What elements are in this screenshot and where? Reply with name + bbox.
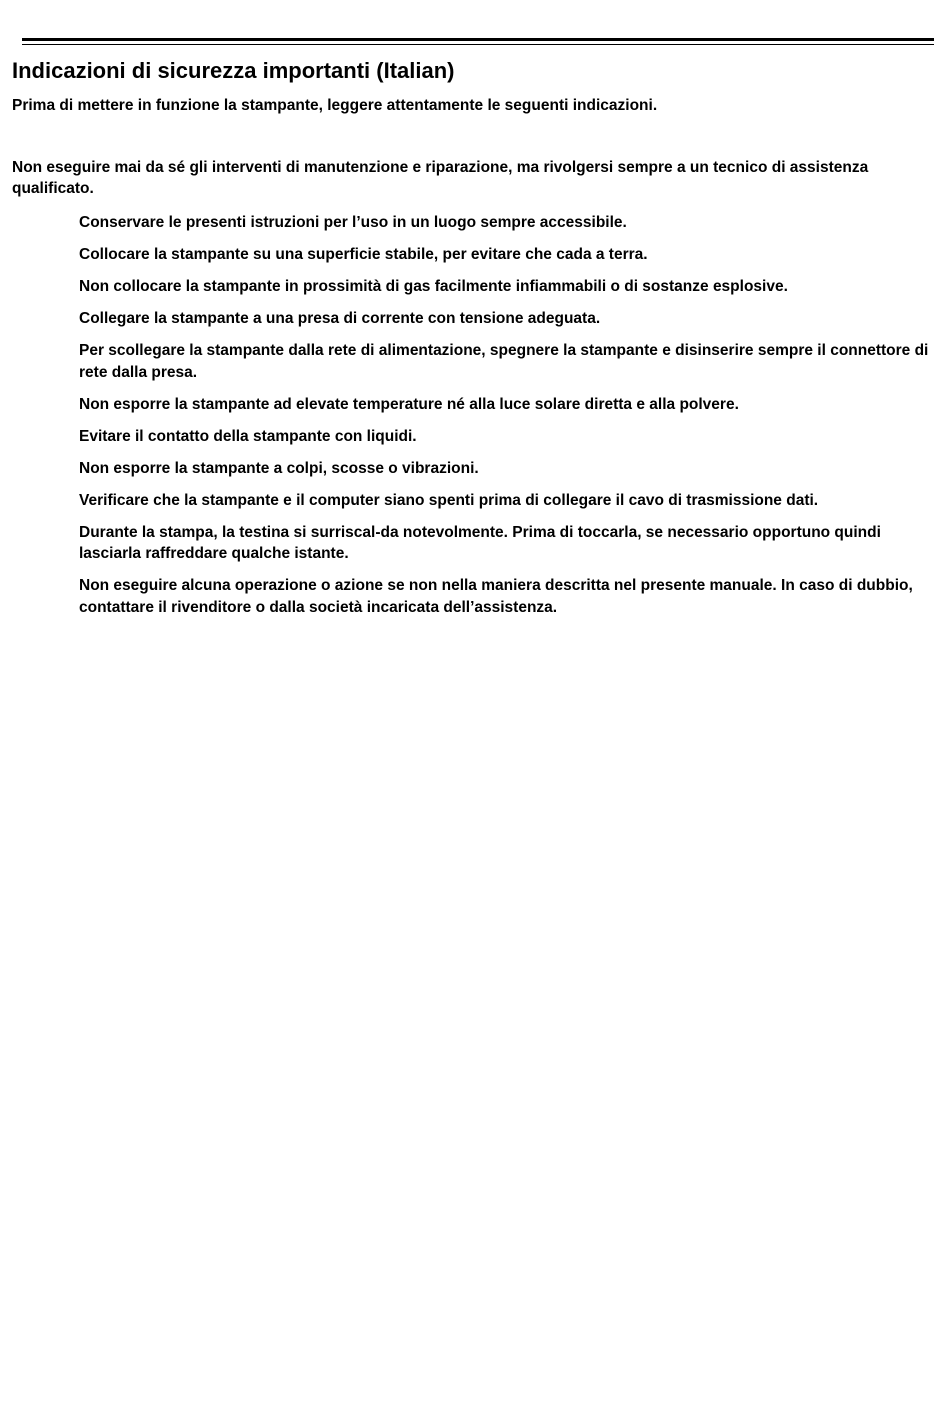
list-item: Collegare la stampante a una presa di corrente con tensione adeguata. (79, 310, 601, 327)
list-item: Per scollegare la stampante dalla rete di alimentazione, spegnere la stampante e disinserire sempre il connettore di rete dalla presa. (79, 342, 929, 381)
list-item: Non esporre la stampante a colpi, scosse o vibrazioni. (79, 459, 479, 477)
safety-instructions-list (79, 212, 941, 629)
list-item: Collocare la stampante su una superficie stabile, per evitare che cada a terra. (79, 246, 648, 263)
list-item: Non collocare la stampante in prossimità di gas facilmente infiammabili o di sostanze esplosive. (79, 278, 788, 295)
list-item: Evitare il contatto della stampante con liquidi. (79, 427, 417, 445)
header-rule-thick (22, 38, 934, 41)
list-item: Non eseguire alcuna operazione o azione se non nella maniera descritta nel presente manuale. In caso di dubbio, contattare il rivenditore o dalla società incaricata dell’assistenza. (79, 577, 913, 616)
list-item: Verificare che la stampante e il computer siano spenti prima di collegare il cavo di trasmissione dati. (79, 491, 819, 509)
list-item: Non esporre la stampante ad elevate temperature né alla luce solare diretta e alla polvere. (79, 395, 739, 413)
list-item: Durante la stampa, la testina si surriscal-da notevolmente. Prima di toccarla, se necessario opportuno quindi lasciarla raffreddare qualche istante. (79, 523, 881, 562)
list-item: Conservare le presenti istruzioni per l’uso in un luogo sempre accessibile. (79, 214, 627, 231)
warning-text: Non eseguire mai da sé gli interventi di manutenzione e riparazione, ma rivolgersi sempre a un tecnico di assistenza qualificato. (12, 159, 869, 197)
page-title: Indicazioni di sicurezza importanti (Italian) (12, 58, 455, 83)
intro-text: Prima di mettere in funzione la stampante, leggere attentamente le seguenti indicazioni. (12, 97, 658, 114)
header-rule-thin (22, 44, 934, 45)
